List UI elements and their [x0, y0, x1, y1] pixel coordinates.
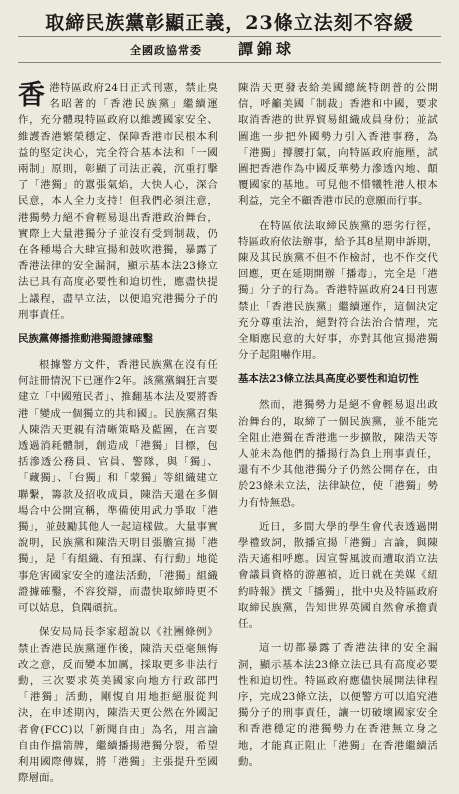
- headline: 取締民族黨彰顯正義，23條立法刻不容緩: [45, 12, 414, 34]
- lead-text: 港特區政府24日正式刊憲，禁止臭名昭著的「香港民族黨」繼續運作，充分體現特區政府以維護國家安全、維護香港繁榮穩定、保障香港市民根本利益的堅定決心，完全符合基本法和「一國兩制」原則，彰顯了司法正義，沉重打擊了「港獨」的囂張氣焰，大快人心，深合民意，本人全力支持！但我們必須注意，港獨勢力絕不會輕易退出香港政治舞台，實際上大量港獨分子並沒有受到制裁，仍在各種場合大肆宣揚和鼓吹港獨，暴露了香港法律的安全漏洞，顯示基本法23條立法已具有高度必要性和迫切性，應盡快提上議程，盡早立法，以便追究港獨分子的刑事責任。: [18, 82, 218, 321]
- body-paragraph: 陳浩天更發表給美國總統特朗普的公開信，呼籲美國「制裁」香港和中國，要求取消香港的世界貿易組織成員身份；並試圖進一步把外國勢力引入香港事務，為「港獨」撐腰打氣，向特區政府施壓，試圖把香港作為中國反華勢力滲透內地、顛覆國家的基地。可見他不惜犧牲港人根本利益，完全不顧香港市民的意願而行事。: [238, 82, 438, 208]
- body-paragraph: 根據警方文件，香港民族黨在沒有任何註冊情況下已運作2年。該黨黨綱狂言要建立「中國殖民者」、推翻基本法及要將香港「變成一個獨立的共和國」。民族黨召集人陳浩天更親有清晰策略及藍圖，在言要透過消耗體制，創造成「港獨」目標，包括滲透公務員、官員、警隊，與「獨」、「藏獨」、「台獨」和「蒙獨」等組織建立聯繫，籌款及招收成員，陳浩天還在多個場合中公開宣稱，準備使用武力爭取「港獨」，並鼓勵其他人一起這樣做。大量事實說明，民族黨和陳浩天明目張膽宣揚「港獨」，是「有組織、有預謀、有行動」地從事危害國家安全的違法活動，「港獨」組織證據確鑿，不容狡辯，而盡快取締時更不可以姑息，負隅頑抗。: [18, 359, 218, 615]
- body-paragraph: 在特區依法取締民族黨的惡劣行徑，特區政府依法辦事，給予其8星期申訴期，陳及其民族黨不但不作檢討，也不作交代回應，更在延期開辦「播毒」，完全是「港獨」分子的行為。香港特區政府24日刊憲禁止「香港民族黨」繼續運作，這個決定充分尊重法治，絕對符合法治合情理，完全順應民意的大好事，亦對其他宣揚港獨分子起阻嚇作用。: [238, 219, 438, 362]
- lead-paragraph: [18, 80, 218, 323]
- section-heading-article-23: 基本法23條立法具高度必要性和迫切性: [238, 373, 419, 386]
- body-paragraph: 然而，港獨勢力是絕不會輕易退出政治舞台的，取締了一個民族黨，並不能完全阻止港獨在香港進一步擴散，陳浩天等人並未為他們的播揚行為負上刑事責任，還有不少其他港獨分子仍然公開存在，由於23條未立法，法律缺位，使「港獨」勢力有恃無恐。: [238, 399, 438, 509]
- body-paragraph: 這一切都暴露了香港法律的安全漏洞，顯示基本法23條立法已具有高度必要性和迫切性。特區政府應儘快展開法律程序，完成23條立法，以便警方可以追究港獨分子的刑事責任，讓一切破壞國家安全和香港穩定的港獨勢力在香港無立身之地，才能真正阻止「港獨」在香港繼續活動。: [238, 642, 438, 768]
- byline-author: 譚錦球: [238, 40, 296, 58]
- body-paragraph: 保安局局長李家超說以《社團條例》禁止香港民族黨運作後，陳浩天亞毫無悔改之意，反而變本加厲，採取更多非法行動，三次要求英美國家向地方行政部門「港獨」活動，剛愎自用地拒絕服從判決，在申述期內，陳浩天更公然在外國記者會(FCC)以「新聞自由」為名，用言論自由作擋箭牌，繼續播揚港獨分裂，希望利用國際傳媒，將「港獨」主張提升至國際層面。: [18, 626, 218, 785]
- byline-organization: 全國政協常委: [130, 44, 202, 57]
- right-column: [238, 80, 438, 778]
- byline-rule: [18, 62, 441, 63]
- headline-rule: [18, 36, 441, 37]
- body-paragraph: 近日，多間大學的學生會代表透過開學禮致詞，散播宣揚「港獨」言論，與陳浩天遙相呼應。因宣誓風波而遭取消立法會議員資格的游蕙禎，近日就在美媒《紐約時報》撰文「播獨」，批中央及特區政府取締民族黨，告知世界英國自然會承擔責任。: [238, 520, 438, 631]
- section-heading-evidence: 民族黨傳播推動港獨證據確鑿: [18, 333, 154, 346]
- left-column: [18, 80, 218, 794]
- drop-cap: 香: [18, 80, 46, 111]
